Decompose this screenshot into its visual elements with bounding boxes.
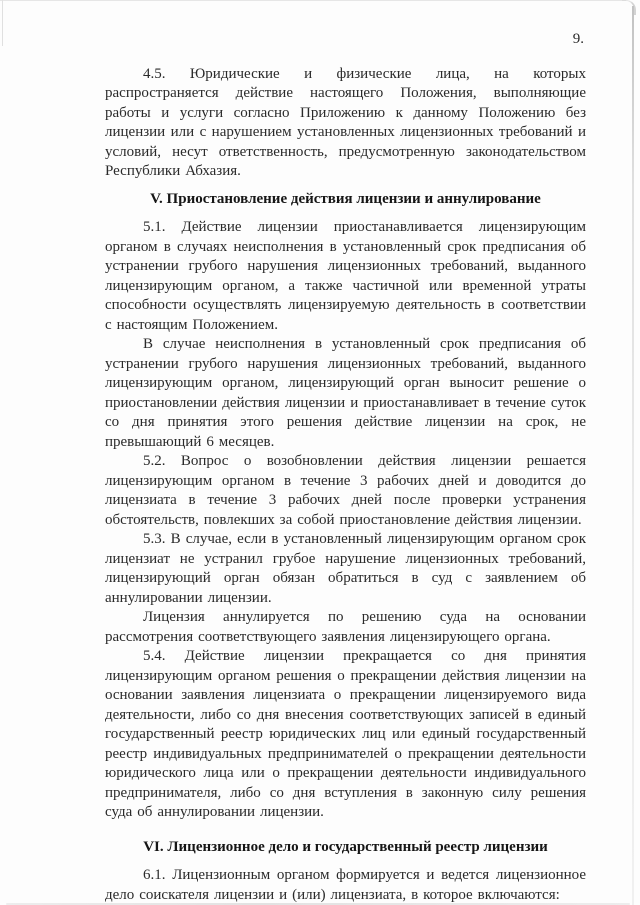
scan-edge-left [2,0,3,46]
page-content [105,30,586,905]
paragraph-6-1: 6.1. Лицензионным органом формируется и ведется лицензионное дело соискателя лицензии и (или) лицензиата, в которое включаются: [105,867,586,903]
scan-corner-top-right [622,0,636,15]
paragraph-5-4: 5.4. Действие лицензии прекращается со дня принятия лицензирующим органом решения о прекращении действия лицензии на основании заявления лицензиата о прекращении лицензируемого вида деятельности, либо со дня внесения соответствующих записей в единый государственный реестр юридических лиц или единый государственный реестр индивидуальных предпринимателей о прекращении деятельности юридического лица или о прекращении деятельности индивидуального предпринимателя, либо со дня вступления в законную силу решения суда об аннулировании лицензии. [105,648,586,820]
paragraph-5-1-continuation: В случае неисполнения в установленный срок предписания об устранении грубого нарушения лицензионных требований, выданного лицензирующим органом, лицензирующий орган выносит решение о приостановлении действия лицензии и приостанавливает в течение суток со дня принятия этого решения действие лицензии на срок, не превышающий 6 месяцев. [105,336,586,450]
scan-edge-right [632,6,634,905]
section-heading-vi: VI. Лицензионное дело и государственный реестр лицензии [143,838,548,855]
section-heading-v: V. Приостановление действия лицензии и аннулирование [150,190,541,207]
scan-edge-top [0,0,626,1]
paragraph-5-3: 5.3. В случае, если в установленный лицензирующим органом срок лицензиат не устранил грубое нарушение лицензионных требований, лицензирующий орган обязан обратиться в суд с заявлением об аннулировании лицензии. [105,531,586,606]
paragraph-5-1: 5.1. Действие лицензии приостанавливается лицензирующим органом в случаях неисполнения в установленный срок предписания об устранении грубого нарушения лицензионных требований, выданного лицензирующим органом, а также частичной или временной утраты способности осуществлять лицензируемую деятельность в соответствии с настоящим Положением. [105,219,586,333]
page-number: 9. [572,31,584,47]
paragraph-4-5: 4.5. Юридические и физические лица, на которых распространяется действие настоящего Положения, выполняющие работы и услуги согласно Приложению к данному Положению без лицензии или с нарушением установленных лицензионных требований и условий, несут ответственность, предусмотренную законодательством Республики Абхазия. [105,65,586,179]
paragraph-5-2: 5.2. Вопрос о возобновлении действия лицензии решается лицензирующим органом в течение 3 рабочих дней и доводится до лицензиата в течение 3 рабочих дней после проверки устранения обстоятельств, повлекших за собой приостановление действия лицензии. [105,453,586,528]
paragraph-5-3-continuation: Лицензия аннулируется по решению суда на основании рассмотрения соответствующего заявления лицензирующего органа. [105,609,586,645]
